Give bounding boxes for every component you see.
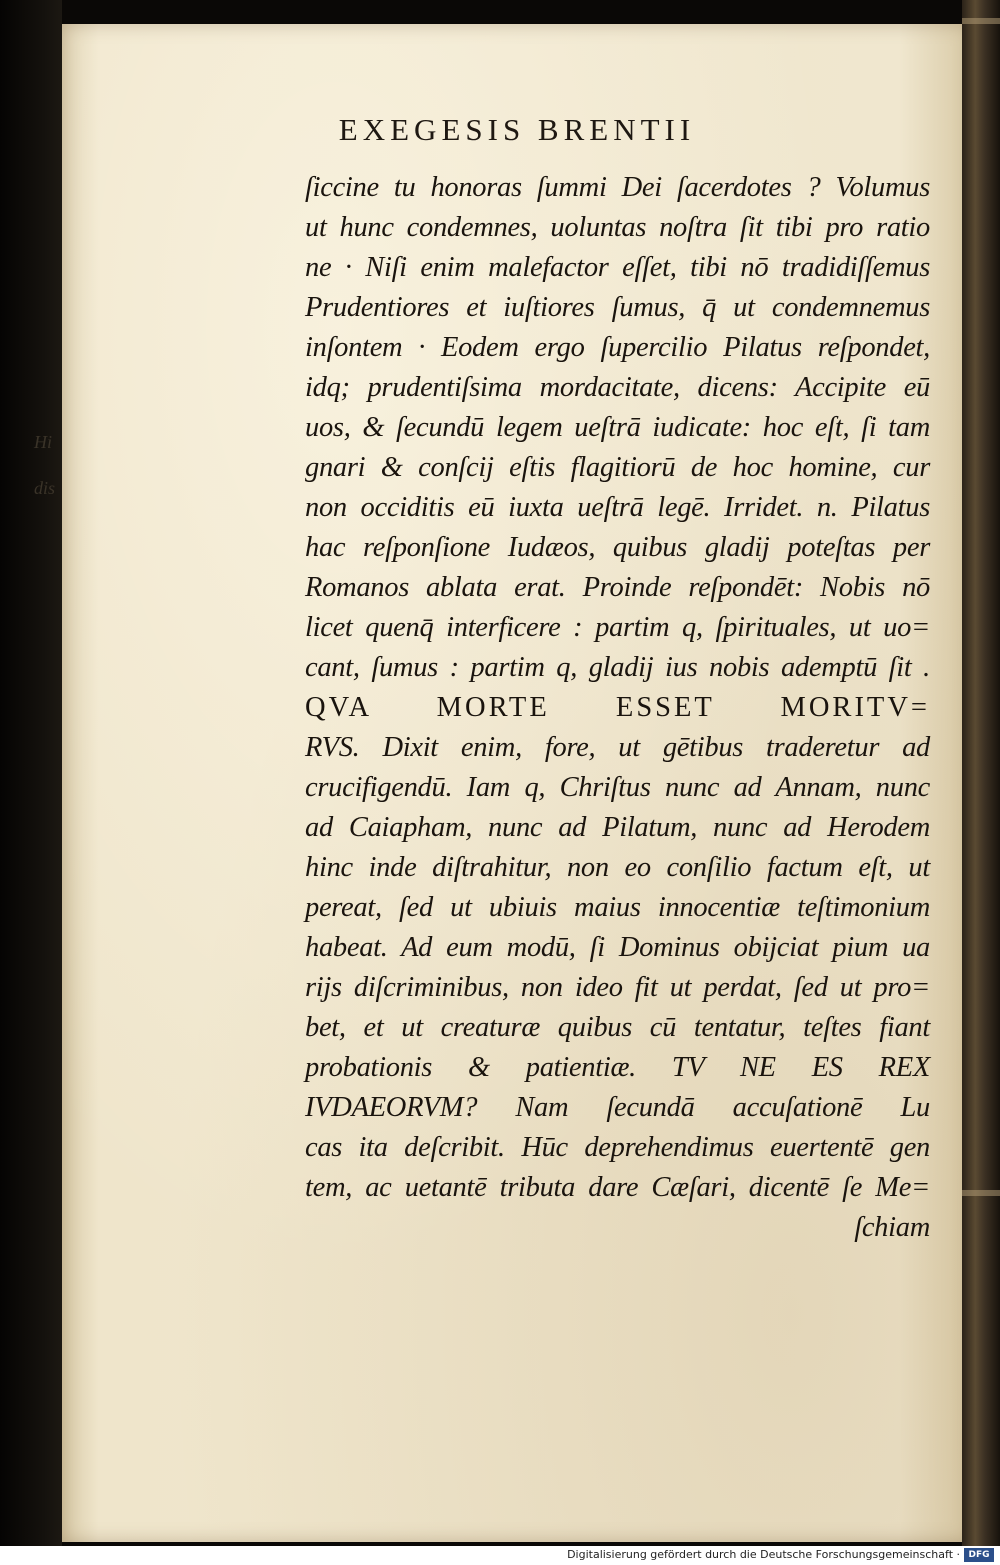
text-line: crucifigendū. Iam q, Chriſtus nunc ad Annam, nunc bbox=[305, 772, 930, 803]
catchword: ſchiam bbox=[854, 1212, 930, 1243]
spine-band bbox=[962, 1190, 1000, 1196]
text-line: cant, ſumus : partim q, gladij ius nobis ademptū ſit . bbox=[305, 652, 930, 683]
text-line: hac reſponſione Iudæos, quibus gladij poteſtas per bbox=[305, 532, 930, 563]
text-line: habeat. Ad eum modū, ſi Dominus obijciat pium ua bbox=[305, 932, 930, 963]
text-line: Prudentiores et iuſtiores ſumus, q̄ ut condemnemus bbox=[305, 292, 930, 323]
text-line: rijs diſcriminibus, non ideo fit ut perdat, ſed ut pro= bbox=[305, 972, 930, 1003]
text-line: probationis & patientiæ. TV NE ES REX bbox=[305, 1052, 930, 1083]
text-line: ut hunc condemnes, uoluntas noſtra ſit tibi pro ratio bbox=[305, 212, 930, 243]
text-line: pereat, ſed ut ubiuis maius innocentiæ teſtimonium bbox=[305, 892, 930, 923]
text-line: hinc inde diſtrahitur, non eo conſilio factum eſt, ut bbox=[305, 852, 930, 883]
text-line: inſontem · Eodem ergo ſupercilio Pilatus reſpondet, bbox=[305, 332, 930, 363]
body-text bbox=[305, 168, 930, 1248]
text-line: ſiccine tu honoras ſummi Dei ſacerdotes ? Volumus bbox=[305, 172, 930, 203]
text-line: ne · Niſi enim malefactor eſſet, tibi nō tradidiſſemus bbox=[305, 252, 930, 283]
book-spine bbox=[962, 0, 1000, 1565]
text-line: RVS. Dixit enim, fore, ut gētibus traderetur ad bbox=[305, 732, 930, 763]
section-heading-line: QVA MORTE ESSET MORITV= bbox=[305, 692, 930, 723]
text-line: cas ita deſcribit. Hūc deprehendimus euertentē gen bbox=[305, 1132, 930, 1163]
text-line: non occiditis eū iuxta ueſtrā legē. Irridet. n. Pilatus bbox=[305, 492, 930, 523]
text-line: gnari & conſcij eſtis flagitiorū de hoc homine, cur bbox=[305, 452, 930, 483]
left-facing-page-edge bbox=[0, 0, 62, 1565]
text-line: uos, & ſecundū legem ueſtrā iudicate: hoc eſt, ſi tam bbox=[305, 412, 930, 443]
text-line: tem, ac uetantē tributa dare Cæſari, dicentē ſe Me= bbox=[305, 1172, 930, 1203]
dfg-logo: DFG bbox=[964, 1548, 994, 1562]
running-head: EXEGESIS BRENTII bbox=[338, 112, 696, 147]
text-line: bet, et ut creaturæ quibus cū tentatur, teſtes fiant bbox=[305, 1012, 930, 1043]
text-line: Romanos ablata erat. Proinde reſpondēt: Nobis nō bbox=[305, 572, 930, 603]
spine-band bbox=[962, 18, 1000, 24]
text-line: ad Caiapham, nunc ad Pilatum, nunc ad Herodem bbox=[305, 812, 930, 843]
text-line: IVDAEORVM? Nam ſecundā accuſationē Lu bbox=[305, 1092, 930, 1123]
left-margin-ghost-text: dis bbox=[34, 478, 56, 498]
left-margin-ghost-text: Hi bbox=[34, 432, 52, 452]
text-line: licet quenq̄ interficere : partim q, ſpirituales, ut uo= bbox=[305, 612, 930, 643]
footer-credit: Digitalisierung gefördert durch die Deutsche Forschungsgemeinschaft · bbox=[567, 1548, 960, 1561]
text-line: idq; prudentiſsima mordacitate, dicens: Accipite eū bbox=[305, 372, 930, 403]
